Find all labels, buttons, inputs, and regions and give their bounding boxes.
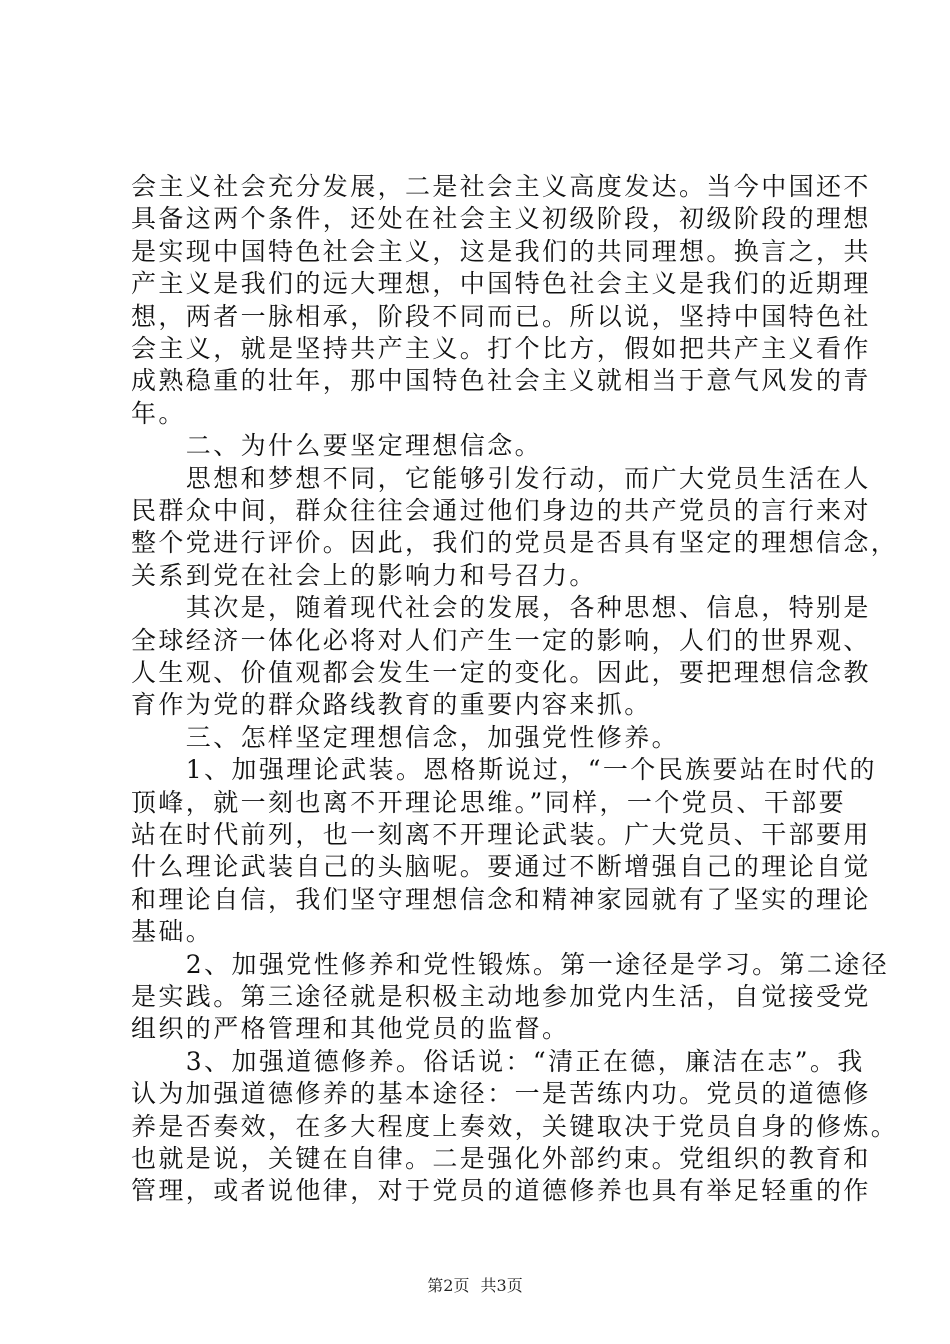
text-line: 和理论自信，我们坚守理想信念和精神家园就有了坚实的理论	[131, 884, 871, 914]
text-line: 成熟稳重的壮年，那中国特色社会主义就相当于意气风发的青	[131, 366, 871, 396]
text-line: 其次是，随着现代社会的发展，各种思想、信息，特别是	[131, 593, 871, 623]
page-footer	[0, 1274, 950, 1298]
text-line: 会主义，就是坚持共产主义。打个比方，假如把共产主义看作	[131, 334, 871, 363]
text-line: 是实现中国特色社会主义，这是我们的共同理想。换言之，共	[131, 236, 871, 266]
section-heading: 二、为什么要坚定理想信念。	[131, 431, 543, 461]
text-line: 是实践。第三途径就是积极主动地参加党内生活，自觉接受党	[131, 982, 871, 1011]
text-line: 什么理论武装自己的头脑呢。要通过不断增强自己的理论自觉	[131, 852, 871, 882]
text-line: 产主义是我们的远大理想，中国特色社会主义是我们的近期理	[131, 269, 871, 299]
page-number: 第2页	[427, 1276, 470, 1295]
text-line: 基础。	[131, 917, 214, 947]
text-line: 1、加强理论武装。恩格斯说过，“一个民族要站在时代的	[131, 755, 877, 785]
text-line: 也就是说，关键在自律。二是强化外部约束。党组织的教育和	[131, 1144, 871, 1173]
text-line: 组织的严格管理和其他党员的监督。	[131, 1014, 570, 1044]
text-line: 人生观、价值观都会发生一定的变化。因此，要把理想信念教	[131, 658, 871, 687]
text-line: 养是否奏效，在多大程度上奏效，关键取决于党员自身的修炼。	[131, 1111, 899, 1141]
text-line: 年。	[131, 398, 186, 428]
text-line: 管理，或者说他律，对于党员的道德修养也具有举足轻重的作	[131, 1176, 871, 1206]
text-line: 会主义社会充分发展，二是社会主义高度发达。当今中国还不	[131, 172, 871, 201]
text-line: 关系到党在社会上的影响力和号召力。	[131, 560, 597, 590]
total-pages: 共3页	[480, 1276, 523, 1295]
text-line: 2、加强党性修养和党性锻炼。第一途径是学习。第二途径	[131, 949, 890, 979]
text-line: 民群众中间，群众往往会通过他们身边的共产党员的言行来对	[131, 496, 871, 525]
text-line: 思想和梦想不同，它能够引发行动，而广大党员生活在人	[131, 463, 871, 493]
text-line: 整个党进行评价。因此，我们的党员是否具有坚定的理想信念，	[131, 528, 899, 558]
section-heading: 三、怎样坚定理想信念，加强党性修养。	[131, 722, 680, 752]
text-line: 站在时代前列，也一刻离不开理论武装。广大党员、干部要用	[131, 820, 871, 849]
text-line: 3、加强道德修养。俗话说：“清正在德，廉洁在志”。我	[131, 1046, 865, 1076]
text-line: 想，两者一脉相承，阶段不同而已。所以说，坚持中国特色社	[131, 301, 871, 331]
text-line: 育作为党的群众路线教育的重要内容来抓。	[131, 690, 652, 720]
text-line: 顶峰，就一刻也离不开理论思维。”同样，一个党员、干部要	[131, 787, 847, 817]
text-line: 认为加强道德修养的基本途径：一是苦练内功。党员的道德修	[131, 1079, 871, 1109]
text-line: 全球经济一体化必将对人们产生一定的影响，人们的世界观、	[131, 625, 871, 655]
text-line: 具备这两个条件，还处在社会主义初级阶段，初级阶段的理想	[131, 204, 871, 234]
